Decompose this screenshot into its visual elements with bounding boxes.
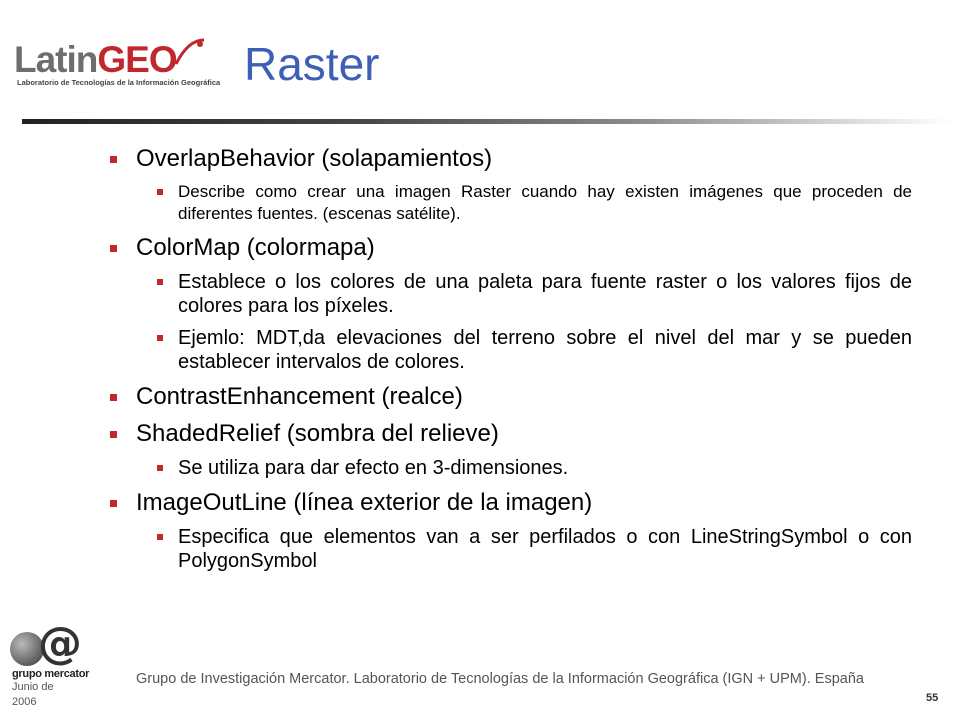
sub-bullet	[100, 181, 912, 225]
bullet-marker	[110, 245, 117, 252]
bullet-marker	[110, 431, 117, 438]
bullet-colormap	[100, 233, 912, 263]
logo-wordmark	[14, 40, 177, 80]
latingeo-logo	[14, 38, 221, 90]
logo-latin: Latin	[14, 39, 98, 80]
at-icon: @	[38, 618, 82, 669]
logo-geo: GEO	[97, 39, 177, 80]
bullet-marker	[110, 394, 117, 401]
bullet-image-outline	[100, 488, 912, 518]
bullet-marker	[110, 156, 117, 163]
bullet-marker	[157, 534, 163, 540]
title-divider	[22, 119, 952, 124]
sub-bullet	[100, 525, 912, 573]
bullet-overlap-behavior	[100, 144, 912, 174]
slide-content	[100, 144, 912, 581]
slide-title: Raster	[244, 38, 380, 90]
sub-bullet-text: Ejemlo: MDT,da elevaciones del terreno sobre el nivel del mar y se pueden establecer intervalos de colores.	[178, 327, 912, 373]
page-number: 55	[926, 692, 939, 704]
sub-bullet-text: Describe como crear una imagen Raster cuando hay existen imágenes que proceden de diferentes fuentes. (escenas satélite).	[178, 182, 912, 223]
sub-bullet-text: Especifica que elementos van a ser perfilados o con LineStringSymbol o con PolygonSymbol	[178, 526, 912, 572]
bullet-marker	[110, 500, 117, 507]
footer-date: Junio de 2006	[12, 681, 54, 708]
grupo-mercator-logo	[8, 618, 98, 688]
sub-bullet	[100, 270, 912, 318]
bullet-text: OverlapBehavior (solapamientos)	[136, 145, 493, 172]
bullet-marker	[157, 279, 163, 285]
bullet-text: ColorMap (colormapa)	[136, 234, 375, 261]
bullet-text: ContrastEnhancement (realce)	[136, 383, 463, 410]
bullet-marker	[157, 465, 163, 471]
brand-text: grupo mercator	[12, 668, 90, 680]
bullet-text: ImageOutLine (línea exterior de la imagen)	[136, 489, 593, 516]
sub-bullet	[100, 456, 912, 480]
bullet-marker	[157, 189, 163, 195]
bullet-text: ShadedRelief (sombra del relieve)	[136, 420, 499, 447]
sub-bullet-text: Se utiliza para dar efecto en 3-dimensiones.	[178, 457, 569, 479]
sub-bullet-text: Establece o los colores de una paleta para fuente raster o los valores fijos de colores para los píxeles.	[178, 271, 912, 317]
bullet-contrast-enhancement	[100, 382, 912, 412]
swoosh-icon	[170, 34, 210, 74]
sub-bullet	[100, 326, 912, 374]
bullet-marker	[157, 335, 163, 341]
bullet-shaded-relief	[100, 419, 912, 449]
footer-text: Grupo de Investigación Mercator. Laboratorio de Tecnologías de la Información Geográfica (IGN + UPM). España	[136, 671, 864, 687]
logo-subtitle: Laboratorio de Tecnologías de la Información Geográfica	[17, 78, 221, 87]
